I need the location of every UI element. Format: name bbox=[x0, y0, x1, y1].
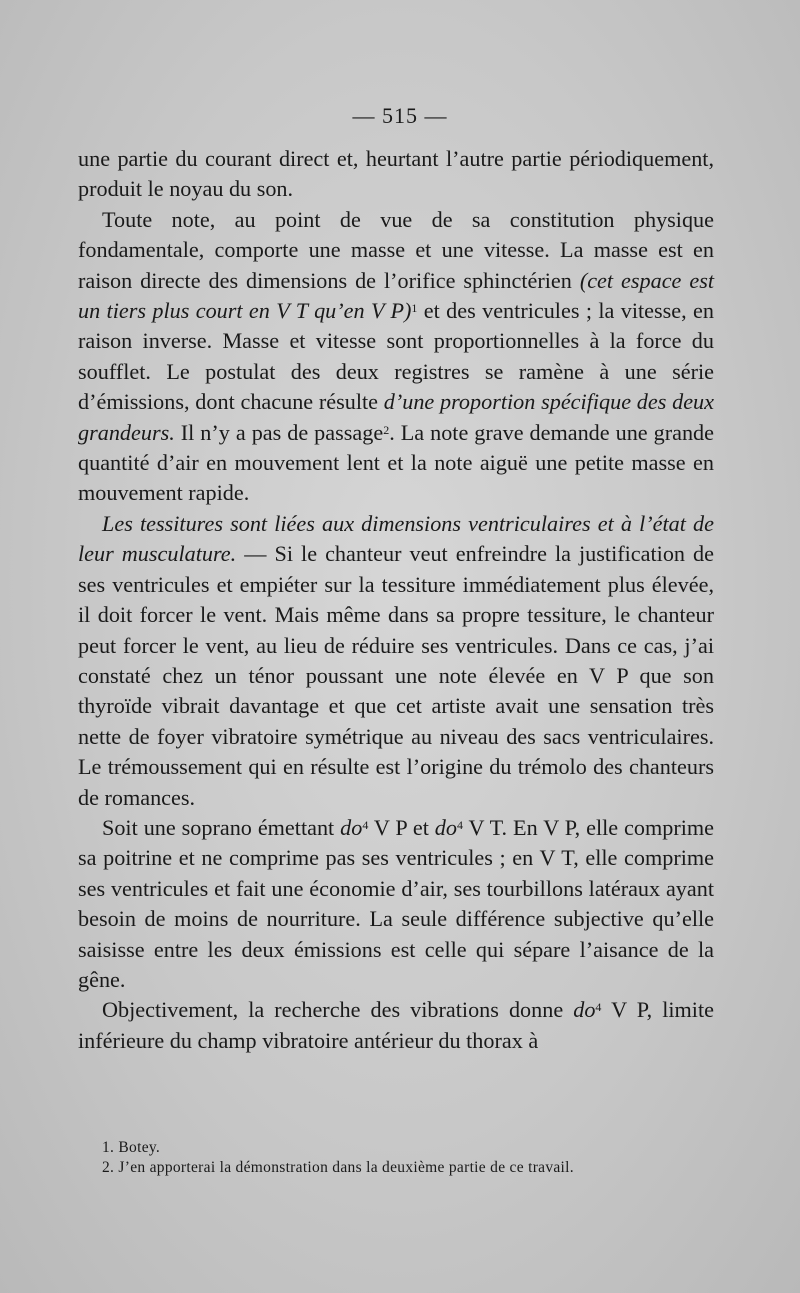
text-run: Il n’y a pas de passage bbox=[174, 419, 384, 445]
italic-text: (cet espace est un tiers plus court en V T qu’en V P) bbox=[78, 267, 715, 324]
footnote-marker: 4 bbox=[362, 817, 369, 832]
text-run: Toute note, au point de vue de sa constitution physique fondamentale, comporte une masse et une vitesse. La masse est en raison directe des dimensions de l’orifice sphinctérien bbox=[78, 206, 714, 293]
paragraph bbox=[78, 205, 714, 509]
text-run: . La note grave demande une grande quantité d’air en mouvement lent et la note aiguë une petite masse en mouvement rapide. bbox=[78, 419, 714, 506]
text-run: une partie du courant direct et, heurtant l’autre partie périodiquement, produit le noyau du son. bbox=[78, 146, 714, 202]
footnote-marker: 4 bbox=[595, 1000, 602, 1015]
italic-text: Les tessitures sont liées aux dimensions ventriculaires et à l’état de leur musculature. bbox=[78, 510, 714, 567]
text-run: V T. En V P, elle comprime sa poitrine et ne comprime pas ses ventricules ; en V T, elle comprime ses ventricules et fait une économie d’air, ses tourbillons latéraux ayant besoin de moins de nourriture. La seule différence subjective qu’elle saisisse entre les deux émissions est celle qui sépare l’aisance de la gêne. bbox=[78, 814, 715, 992]
footnote-marker: 1 bbox=[411, 301, 418, 316]
footnote-marker: 4 bbox=[456, 817, 463, 832]
body-text bbox=[78, 144, 714, 1056]
text-run: V P, limite inférieure du champ vibratoire antérieur du thorax à bbox=[78, 997, 714, 1053]
italic-text: do bbox=[340, 814, 363, 840]
page-number: — 515 — bbox=[352, 103, 448, 128]
footnote-marker: 2 bbox=[383, 422, 390, 437]
footnotes bbox=[78, 1138, 714, 1178]
text-run: Soit une soprano émettant bbox=[102, 814, 341, 840]
text-run: — Si le chanteur veut enfreindre la justification de ses ventricules et empiéter sur la tessiture immédiatement plus élevée, il doit forcer le vent. Mais même dans sa propre tessiture, le chanteur peut forcer le vent, au lieu de réduire ses ventricules. Dans ce cas, j’ai constaté chez un ténor poussant une note élevée en V P que son thyroïde vibrait davantage et que cet artiste avait une sensation très nette de foyer vibratoire symétrique au niveau des sacs ventriculaires. Le trémoussement qui en résulte est l’origine du trémolo des chanteurs de romances. bbox=[78, 541, 714, 810]
italic-text: d’une proportion spécifique des deux grandeurs. bbox=[78, 389, 714, 445]
italic-text: do bbox=[573, 997, 596, 1023]
footnote: 1. Botey. bbox=[102, 1139, 161, 1156]
paragraph bbox=[78, 995, 714, 1056]
text-run: V P et bbox=[368, 814, 435, 840]
text-run: Objectivement, la recherche des vibrations donne bbox=[102, 997, 574, 1023]
italic-text: do bbox=[434, 814, 457, 840]
text-run: et des ventricules ; la vitesse, en raison inverse. Masse et vitesse sont proportionnelles à la force du soufflet. Le postulat des deux registres se ramène à une série d’émissions, dont chacune résulte bbox=[78, 298, 714, 415]
paragraph bbox=[78, 509, 714, 813]
paragraph bbox=[78, 144, 714, 205]
paragraph bbox=[78, 813, 714, 995]
footnote: 2. J’en apporterai la démonstration dans la deuxième partie de ce travail. bbox=[102, 1159, 574, 1176]
